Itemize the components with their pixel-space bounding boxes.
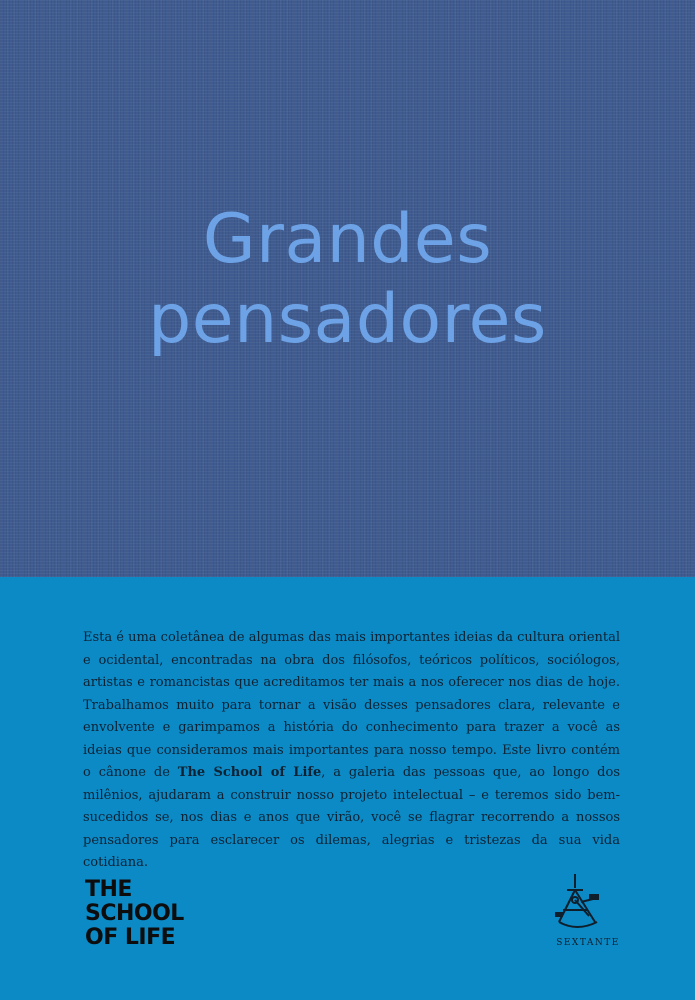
back-cover-blurb xyxy=(83,627,620,875)
publisher-name: SEXTANTE xyxy=(556,938,620,948)
blurb-bold: The School of Life xyxy=(177,765,322,780)
logo-line-1: THE xyxy=(85,877,132,902)
school-of-life-logo xyxy=(85,878,184,950)
logo-line-3: OF LIFE xyxy=(85,925,176,950)
title-line-2: pensadores xyxy=(148,280,547,359)
title-line-1: Grandes xyxy=(202,200,493,279)
book-title xyxy=(0,200,695,360)
blurb-text-1: Esta é uma coletânea de algumas das mais importantes ideias da cultura oriental e ocidental, encontradas na obra dos filósofos, teóricos políticos, sociólogos, artistas e romancistas que acreditamos ter mais a nos oferecer nos dias de hoje. Trabalhamos muito para tornar a visão desses pensadores clara, relevante e envolvente e garimpamos a história do conhecimento para trazer a você as ideias que consideramos mais importantes para nosso tempo. Este livro contém o cânone de xyxy=(83,630,621,780)
blurb-text-2: , a galeria das pessoas que, ao longo dos milênios, ajudaram a construir nosso projeto intelectual – e teremos sido bem-sucedidos se, nos dias e anos que virão, você se flagrar recorrendo a nossos pensadores para esclarecer os dilemas, alegrias e tristezas da sua vida cotidiana. xyxy=(83,765,620,870)
logo-line-2: SCHOOL xyxy=(85,901,184,926)
